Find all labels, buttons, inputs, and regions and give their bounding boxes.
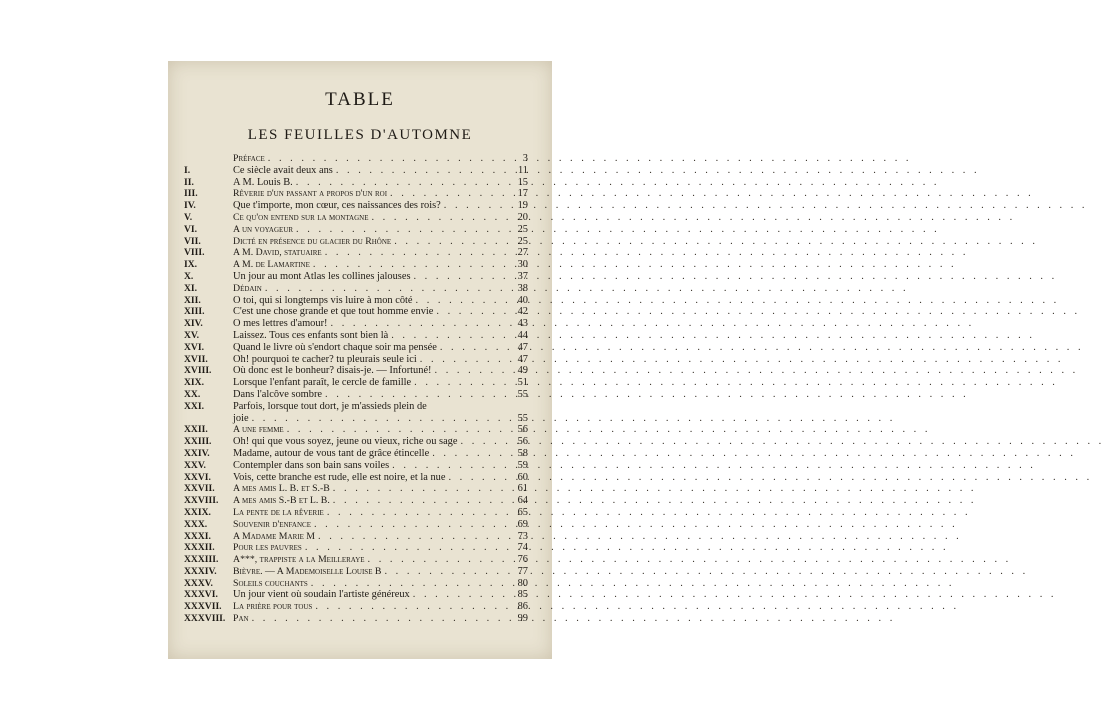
toc-entry-page: 76 — [517, 554, 528, 566]
toc-entry-page: 59 — [517, 459, 528, 471]
dot-leader — [420, 354, 503, 366]
dot-leader — [315, 601, 503, 613]
toc-entry-number: XVII. — [184, 353, 208, 365]
toc-entry-page: 55 — [517, 412, 528, 424]
toc-entry-title: Laissez. Tous ces enfants sont bien là — [233, 329, 389, 341]
toc-entry — [184, 212, 528, 224]
dot-leader — [305, 542, 503, 554]
toc-entry-title: La prière pour tous — [233, 601, 313, 613]
toc-entry-page: 25 — [517, 235, 528, 247]
toc-entry-number: I. — [184, 164, 191, 176]
toc-entry-page: 20 — [517, 211, 528, 223]
toc-entry-number: XXXI. — [184, 530, 211, 542]
toc-entry-number: XXXIII. — [184, 554, 219, 566]
dot-leader — [432, 448, 503, 460]
toc-entry-number: XXXII. — [184, 542, 215, 554]
toc-entry — [184, 271, 528, 283]
dot-leader — [325, 247, 503, 259]
toc-entry-title: A***, trappiste a la Meilleraye — [233, 554, 365, 566]
toc-entry-number: IV. — [184, 200, 196, 212]
toc-entry-page: 61 — [517, 483, 528, 495]
toc-entry-number: XIV. — [184, 318, 203, 330]
toc-entry — [184, 247, 528, 259]
toc-entry-number: III. — [184, 188, 198, 200]
toc-entry-number: XXXIV. — [184, 565, 217, 577]
toc-entry-title: A un voyageur — [233, 223, 294, 235]
toc-entry — [184, 413, 528, 425]
toc-entry — [184, 365, 528, 377]
toc-entry-page: 30 — [517, 259, 528, 271]
toc-entry-title: A Madame Marie M — [233, 530, 316, 542]
toc-entry-page: 77 — [517, 565, 528, 577]
toc-entry-number: XV. — [184, 329, 200, 341]
toc-entry-title: Pan — [233, 613, 249, 625]
dot-leader — [461, 436, 504, 448]
dot-leader — [333, 495, 503, 507]
toc-entry-number: XVI. — [184, 341, 204, 353]
dot-leader — [440, 342, 503, 354]
toc-entry — [184, 153, 528, 165]
toc-entry-title: Vois, cette branche est rude, elle est noire, et la nue — [233, 471, 446, 483]
toc-entry-page: 3 — [522, 153, 528, 164]
toc-entry-number: XXIII. — [184, 436, 212, 448]
toc-entry — [184, 165, 528, 177]
toc-entry-number: VII. — [184, 235, 201, 247]
toc-entry-title: A une femme — [233, 424, 284, 436]
toc-entry-page: 19 — [517, 200, 528, 212]
toc-entry-number: XXXV. — [184, 577, 213, 589]
toc-entry-number: VIII. — [184, 247, 205, 259]
toc-entry — [184, 495, 528, 507]
dot-leader — [413, 589, 503, 601]
toc-entry — [184, 448, 528, 460]
toc-entry-title: Ce qu'on entend sur la montagne — [233, 211, 369, 223]
dot-leader — [444, 200, 503, 212]
toc-entry-page: 42 — [517, 306, 528, 318]
dot-leader — [333, 483, 503, 495]
toc-entry-title: Parfois, lorsque tout dort, je m'assieds plein de — [233, 400, 427, 412]
toc-entry-title: Dans l'alcôve sombre — [233, 388, 323, 400]
toc-entry — [184, 401, 528, 413]
toc-entry-page: 27 — [517, 247, 528, 259]
toc-entry — [184, 472, 528, 484]
toc-entry-page: 11 — [517, 164, 528, 176]
toc-entry-title: Un jour au mont Atlas les collines jalouses — [233, 270, 411, 282]
toc-entry-title: A M. David, statuaire — [233, 247, 322, 259]
toc-entry-page: 73 — [517, 530, 528, 542]
toc-entry-page: 51 — [517, 377, 528, 389]
toc-entry-title: Un jour vient où soudain l'artiste généreux — [233, 589, 410, 601]
toc-entry-page: 64 — [517, 495, 528, 507]
toc-entry — [184, 483, 528, 495]
section-title: LES FEUILLES D'AUTOMNE — [247, 127, 473, 143]
toc-entry — [184, 200, 528, 212]
toc-entry — [184, 318, 528, 330]
toc-entry-number: XXXVI. — [184, 589, 218, 601]
toc-entry-title: Lorsque l'enfant paraît, le cercle de famille — [233, 377, 412, 389]
table-of-contents — [184, 153, 528, 625]
toc-entry-title: La pente de la rêverie — [233, 506, 324, 518]
dot-leader — [384, 566, 503, 578]
toc-entry-page: 49 — [517, 365, 528, 377]
toc-entry — [184, 330, 528, 342]
toc-entry-page: 47 — [517, 341, 528, 353]
toc-entry-number: XII. — [184, 294, 201, 306]
dot-leader — [390, 188, 503, 200]
toc-entry-title: Oh! pourquoi te cacher? tu pleurais seule ici — [233, 353, 417, 365]
toc-entry — [184, 259, 528, 271]
toc-entry — [184, 283, 528, 295]
toc-entry — [184, 342, 528, 354]
toc-entry-title: Que t'importe, mon cœur, ces naissances des rois? — [233, 200, 441, 212]
toc-entry-number: XXX. — [184, 518, 208, 530]
toc-entry-number: XXIX. — [184, 506, 211, 518]
toc-entry-title: C'est une chose grande et que tout homme envie — [233, 306, 434, 318]
toc-entry-title: O mes lettres d'amour! — [233, 318, 328, 330]
page-heading: TABLE — [325, 89, 395, 110]
toc-entry-title: Préface — [233, 153, 265, 164]
toc-entry — [184, 306, 528, 318]
dot-leader — [311, 578, 503, 590]
toc-entry-page: 56 — [517, 436, 528, 448]
toc-entry-number: VI. — [184, 223, 198, 235]
toc-entry — [184, 531, 528, 543]
toc-entry-number: XXXVII. — [184, 601, 222, 613]
toc-entry — [184, 578, 528, 590]
toc-entry-number: XVIII. — [184, 365, 212, 377]
toc-entry-number: XXVI. — [184, 471, 211, 483]
toc-entry-page: 85 — [517, 589, 528, 601]
toc-entry-title: Où donc est le bonheur? disais-je. — Infortuné! — [233, 365, 432, 377]
toc-entry-title: Contempler dans son bain sans voiles — [233, 459, 390, 471]
dot-leader — [394, 236, 503, 248]
toc-entry — [184, 389, 528, 401]
dot-leader — [325, 389, 503, 401]
dot-leader — [331, 318, 504, 330]
toc-entry-page: 74 — [517, 542, 528, 554]
dot-leader — [413, 271, 503, 283]
toc-entry-page: 86 — [517, 601, 528, 613]
toc-entry-page: 55 — [517, 388, 528, 400]
toc-entry-number: X. — [184, 270, 194, 282]
toc-entry-title: A mes amis S.-B et L. B. — [233, 495, 330, 507]
toc-entry — [184, 601, 528, 613]
dot-leader — [435, 365, 503, 377]
toc-entry — [184, 188, 528, 200]
toc-entry-number: IX. — [184, 259, 198, 271]
toc-entry-number: XIII. — [184, 306, 205, 318]
toc-entry-page: 58 — [517, 447, 528, 459]
dot-leader — [368, 554, 503, 566]
dot-leader — [391, 330, 503, 342]
toc-entry-page: 47 — [517, 353, 528, 365]
toc-entry-page: 60 — [517, 471, 528, 483]
toc-entry-page: 44 — [517, 329, 528, 341]
toc-entry — [184, 224, 528, 236]
toc-entry-title: A M. Louis B. — [233, 176, 293, 188]
dot-leader — [416, 295, 503, 307]
toc-entry — [184, 377, 528, 389]
toc-entry-page: 15 — [517, 176, 528, 188]
toc-entry-title: Souvenir d'enfance — [233, 518, 311, 530]
dot-leader — [414, 377, 503, 389]
toc-entry-title: Soleils couchants — [233, 577, 308, 589]
toc-entry-title: Ce siècle avait deux ans — [233, 164, 333, 176]
toc-entry-title: A mes amis L. B. et S.-B — [233, 483, 330, 495]
toc-entry-title: Madame, autour de vous tant de grâce étincelle — [233, 447, 430, 459]
toc-entry — [184, 589, 528, 601]
toc-entry-title: Rêverie d'un passant a propos d'un roi — [233, 188, 388, 200]
toc-entry-number: V. — [184, 211, 193, 223]
toc-entry-page: 69 — [517, 518, 528, 530]
toc-entry-number: XXI. — [184, 400, 204, 412]
toc-entry — [184, 519, 528, 531]
toc-entry — [184, 177, 528, 189]
toc-entry-page: 25 — [517, 223, 528, 235]
toc-entry — [184, 554, 528, 566]
dot-leader — [265, 283, 503, 295]
dot-leader — [252, 613, 503, 625]
toc-entry-number: II. — [184, 176, 194, 188]
toc-entry-number: XIX. — [184, 377, 204, 389]
toc-entry-title: O toi, qui si longtemps vis luire à mon côté — [233, 294, 413, 306]
toc-entry-page: 37 — [517, 270, 528, 282]
toc-entry-page: 38 — [517, 282, 528, 294]
toc-entry-page: 40 — [517, 294, 528, 306]
toc-entry-number: XI. — [184, 282, 198, 294]
toc-entry-number: XXIV. — [184, 447, 210, 459]
dot-leader — [296, 224, 503, 236]
toc-entry-page: 99 — [517, 613, 528, 625]
toc-entry-page: 17 — [517, 188, 528, 200]
dot-leader — [268, 153, 503, 165]
toc-entry — [184, 295, 528, 307]
dot-leader — [287, 424, 503, 436]
toc-entry — [184, 566, 528, 578]
toc-entry-page: 43 — [517, 318, 528, 330]
dot-leader — [327, 507, 503, 519]
toc-entry-page: 80 — [517, 577, 528, 589]
toc-entry-title: Dédain — [233, 282, 262, 294]
toc-entry-number: XXVIII. — [184, 495, 219, 507]
toc-entry-number: XXVII. — [184, 483, 215, 495]
toc-entry-number: XXII. — [184, 424, 208, 436]
toc-entry — [184, 507, 528, 519]
toc-entry — [184, 460, 528, 472]
toc-entry-number: XXXVIII. — [184, 613, 226, 625]
book-page — [168, 61, 552, 659]
toc-entry — [184, 613, 528, 625]
toc-entry — [184, 354, 528, 366]
toc-entry — [184, 542, 528, 554]
toc-entry-page: 65 — [517, 506, 528, 518]
toc-entry-number: XX. — [184, 388, 201, 400]
toc-entry — [184, 436, 528, 448]
dot-leader — [314, 519, 503, 531]
toc-entry-title: Oh! qui que vous soyez, jeune ou vieux, riche ou sage — [233, 436, 458, 448]
dot-leader — [313, 259, 503, 271]
toc-entry — [184, 424, 528, 436]
toc-entry-title: Bièvre. — A Mademoiselle Louise B — [233, 565, 382, 577]
toc-entry-number: XXV. — [184, 459, 206, 471]
dot-leader — [392, 460, 503, 472]
toc-entry-title: Dicté en présence du glacier du Rhône — [233, 235, 392, 247]
toc-entry-title: joie — [233, 412, 249, 424]
dot-leader — [296, 177, 503, 189]
toc-entry-title: Quand le livre où s'endort chaque soir ma pensée — [233, 341, 437, 353]
toc-entry — [184, 236, 528, 248]
dot-leader — [336, 165, 503, 177]
dot-leader — [448, 472, 503, 484]
toc-entry-title: A M. de Lamartine — [233, 259, 310, 271]
dot-leader — [371, 212, 503, 224]
dot-leader — [436, 306, 503, 318]
toc-entry-page: 56 — [517, 424, 528, 436]
toc-entry-title: Pour les pauvres — [233, 542, 302, 554]
dot-leader — [318, 531, 503, 543]
dot-leader — [252, 413, 503, 425]
